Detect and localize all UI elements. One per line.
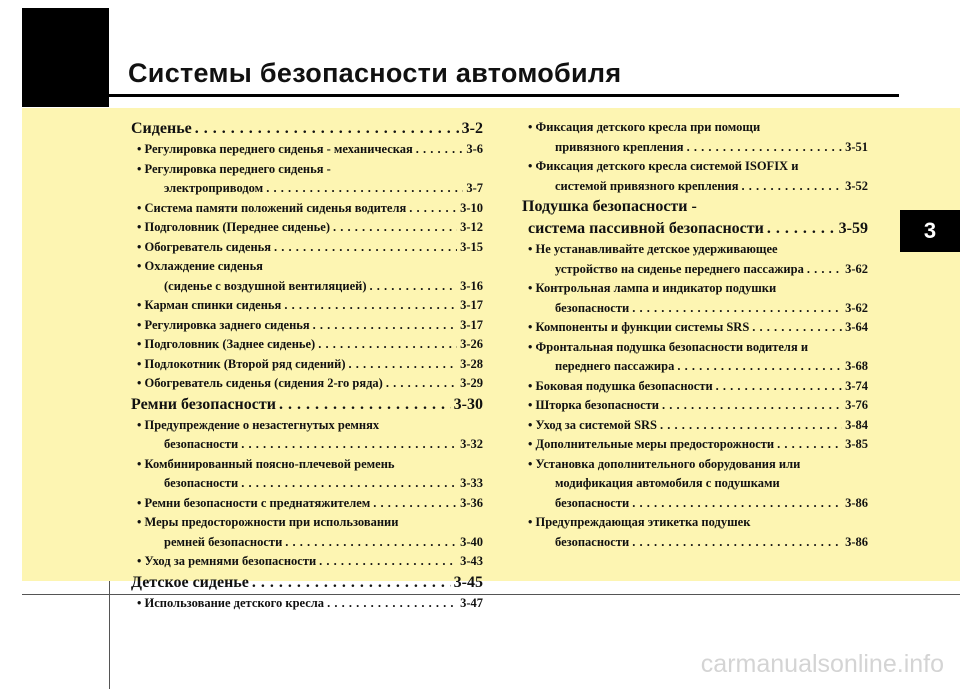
toc-item-line: • Фиксация детского кресла при помощи [528,120,761,134]
toc-section[interactable]: Ремни безопасности . . . 3-30 [131,394,483,416]
toc-item[interactable]: • Обогреватель сиденья . . . 3-15 [137,238,483,258]
toc-item[interactable]: электроприводом . . . 3-7 [137,179,483,199]
toc-item-line: • Комбинированный поясно-плечевой ремень [137,456,395,471]
toc-item[interactable]: • Обогреватель сиденья (сидения 2-го ряда) . . . 3-29 [137,374,483,394]
toc-item[interactable]: • Боковая подушка безопасности . . . 3-74 [528,377,868,397]
toc-item[interactable]: системой привязного крепления . . . 3-52 [528,177,868,197]
toc-item[interactable]: • Дополнительные меры предосторожности . . . 3-85 [528,435,868,455]
watermark: carmanualsonline.info [700,650,944,678]
toc-section[interactable]: система пассивной безопасности . . . 3-59 [522,218,868,240]
toc-item[interactable]: безопасности . . . 3-86 [528,494,868,514]
toc-item-line: • Установка дополнительного оборудования или [528,456,801,471]
toc-item[interactable]: привязного крепления . . . 3-51 [528,138,868,158]
toc-item-line: • Фиксация детского кресла системой ISOFIX и [528,159,799,173]
toc-item[interactable]: переднего пассажира . . . 3-68 [528,357,868,377]
toc-item-line: • Меры предосторожности при использовании [137,515,399,529]
footer-divider [109,581,110,689]
chapter-badge: 3 [900,210,960,252]
toc-item-line: • Не устанавливайте детское удерживающее [528,242,778,256]
title-rule [109,94,899,97]
toc-section[interactable]: Детское сиденье . . . 3-45 [131,572,483,594]
toc-item-line: • Предупреждающая этикетка подушек [528,515,751,529]
toc-item[interactable]: • Регулировка заднего сиденья . . . 3-17 [137,316,483,336]
toc-item-line: • Регулировка переднего сиденья - [137,161,331,176]
toc-item-line: • Охлаждение сиденья [137,259,263,273]
chapter-tab-block [22,8,109,107]
toc-right-column [522,118,868,552]
toc-item-line: • Контрольная лампа и индикатор подушки [528,281,777,295]
toc-item-line: • Предупреждение о незастегнутых ремнях [137,417,380,432]
toc-item[interactable]: • Уход за ремнями безопасности . . . 3-43 [137,552,483,572]
toc-item[interactable]: • Система памяти положений сиденья водителя . . . 3-10 [137,199,483,219]
toc-item[interactable]: (сиденье с воздушной вентиляцией) . . . 3-16 [137,277,483,297]
toc-item[interactable]: безопасности . . . 3-33 [137,474,483,494]
toc-section-line: Подушка безопасности - [522,198,697,215]
toc-item[interactable]: • Использование детского кресла . . . 3-47 [137,594,483,614]
toc-item[interactable]: безопасности . . . 3-62 [528,299,868,319]
page-title: Системы безопасности автомобиля [128,58,622,88]
toc-item[interactable]: • Компоненты и функции системы SRS . . . 3-64 [528,318,868,338]
toc-item[interactable]: • Карман спинки сиденья . . . 3-17 [137,296,483,316]
toc-item[interactable]: • Подголовник (Заднее сиденье) . . . 3-26 [137,335,483,355]
toc-section[interactable]: Сиденье . . . 3-2 [131,118,483,140]
toc-item-line: • Фронтальная подушка безопасности водителя и [528,339,809,354]
toc-item[interactable]: • Ремни безопасности с преднатяжителем . . . 3-36 [137,494,483,514]
toc-item[interactable]: • Уход за системой SRS . . . 3-84 [528,416,868,436]
toc-item[interactable]: ремней безопасности . . . 3-40 [137,533,483,553]
toc-item[interactable]: • Подголовник (Переднее сиденье) . . . 3-12 [137,218,483,238]
toc-item[interactable]: • Подлокотник (Второй ряд сидений) . . . 3-28 [137,355,483,375]
toc-item[interactable]: безопасности . . . 3-86 [528,533,868,553]
toc-left-column [131,118,483,613]
toc-item[interactable]: безопасности . . . 3-32 [137,435,483,455]
toc-item[interactable]: устройство на сиденье переднего пассажира . . . 3-62 [528,260,868,280]
toc-item-line: модификация автомобиля с подушками [555,476,780,490]
toc-item[interactable]: • Регулировка переднего сиденья - механическая . . . 3-6 [137,140,483,160]
toc-item[interactable]: • Шторка безопасности . . . 3-76 [528,396,868,416]
